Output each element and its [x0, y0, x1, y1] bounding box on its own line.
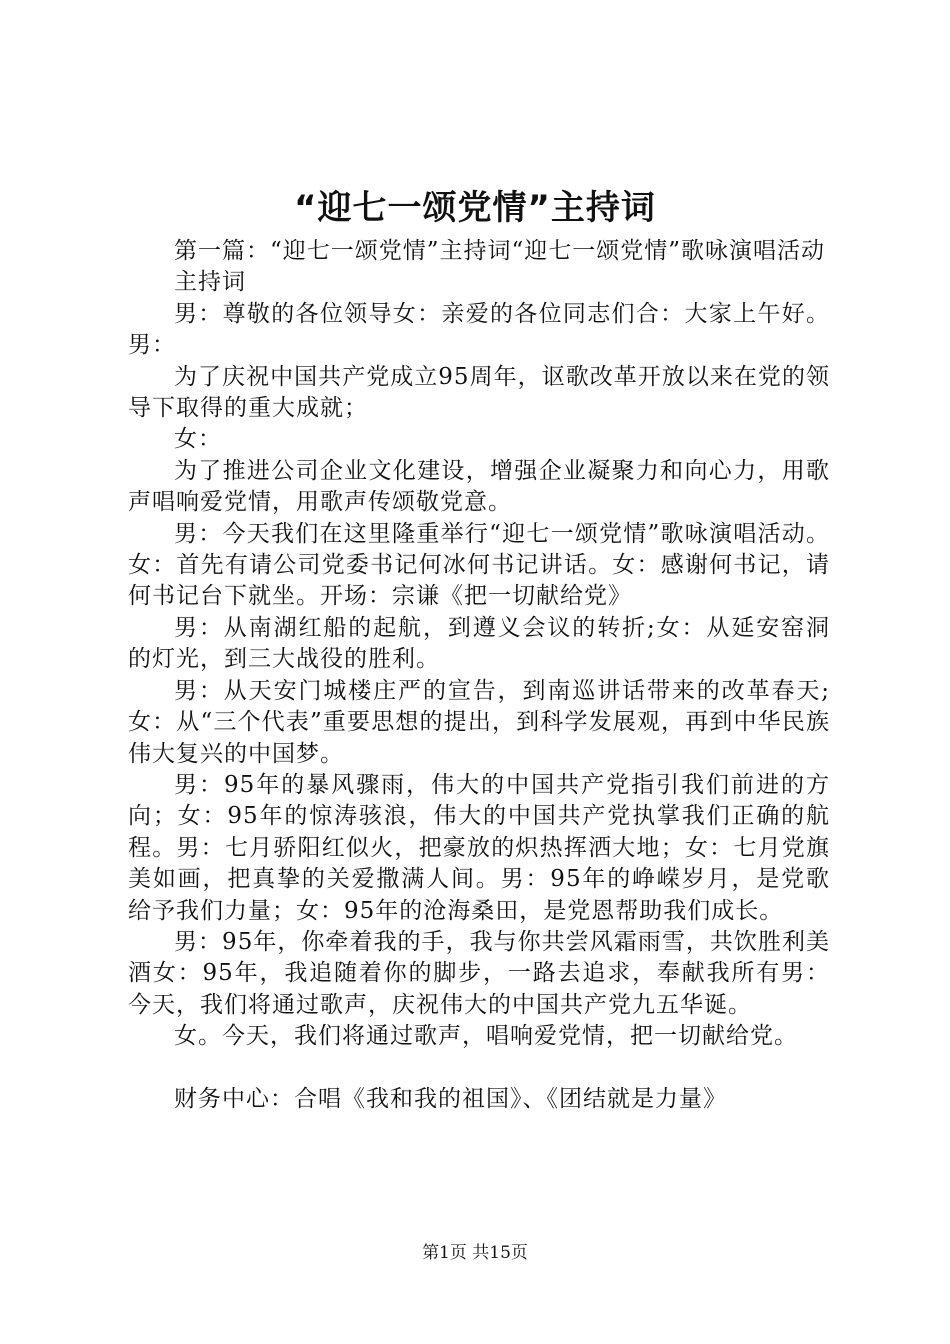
document-title: “迎七一颂党情”主持词	[294, 188, 656, 228]
paragraph-5: 女：	[174, 426, 222, 453]
paragraph-13: 财务中心：合唱《我和我的祖国》、《团结就是力量》	[174, 1085, 727, 1112]
page-footer: 第1页 共15页	[422, 1243, 528, 1263]
paragraph-1: 第一篇：“迎七一颂党情”主持词“迎七一颂党情”歌咏演唱活动	[174, 238, 826, 264]
paragraph-7: 男：今天我们在这里隆重举行“迎七一颂党情”歌咏演唱活动。女：首先有请公司党委书记何冰何书记讲话。女：感谢何书记，请何书记台下就坐。开场：宗谦《把一切献给党》	[128, 520, 830, 610]
document-body	[128, 236, 830, 1115]
paragraph-10: 男：95年的暴风骤雨，伟大的中国共产党指引我们前进的方向；女：95年的惊涛骇浪，伟大的中国共产党执掌我们正确的航程。男：七月骄阳红似火，把豪放的炽热挥洒大地；女：七月党旗美如画，把真挚的关爱撒满人间。男：95年的峥嵘岁月，是党歌给予我们力量；女：95年的沧海桑田，是党恩帮助我们成长。	[128, 771, 830, 924]
paragraph-11: 男：95年，你牵着我的手，我与你共尝风霜雨雪，共饮胜利美酒女：95年，我追随着你的脚步，一路去追求，奉献我所有男：今天，我们将通过歌声，庆祝伟大的中国共产党九五华诞。	[128, 928, 830, 1018]
paragraph-6: 为了推进公司企业文化建设，增强企业凝聚力和向心力，用歌声唱响爱党情，用歌声传颂敬党意。	[128, 457, 830, 516]
paragraph-12: 女。今天，我们将通过歌声，唱响爱党情，把一切献给党。	[174, 1023, 798, 1050]
paragraph-4: 为了庆祝中国共产党成立95周年，讴歌改革开放以来在党的领导下取得的重大成就；	[128, 363, 830, 422]
paragraph-3: 男：尊敬的各位领导女：亲爱的各位同志们合：大家上午好。男：	[128, 300, 830, 359]
paragraph-9: 男：从天安门城楼庄严的宣告，到南巡讲话带来的改革春天;女：从“三个代表”重要思想的提出，到科学发展观，再到中华民族伟大复兴的中国梦。	[128, 677, 830, 767]
paragraph-2: 主持词	[174, 269, 246, 296]
paragraph-8: 男：从南湖红船的起航，到遵义会议的转折;女：从延安窑洞的灯光，到三大战役的胜利。	[128, 614, 830, 673]
